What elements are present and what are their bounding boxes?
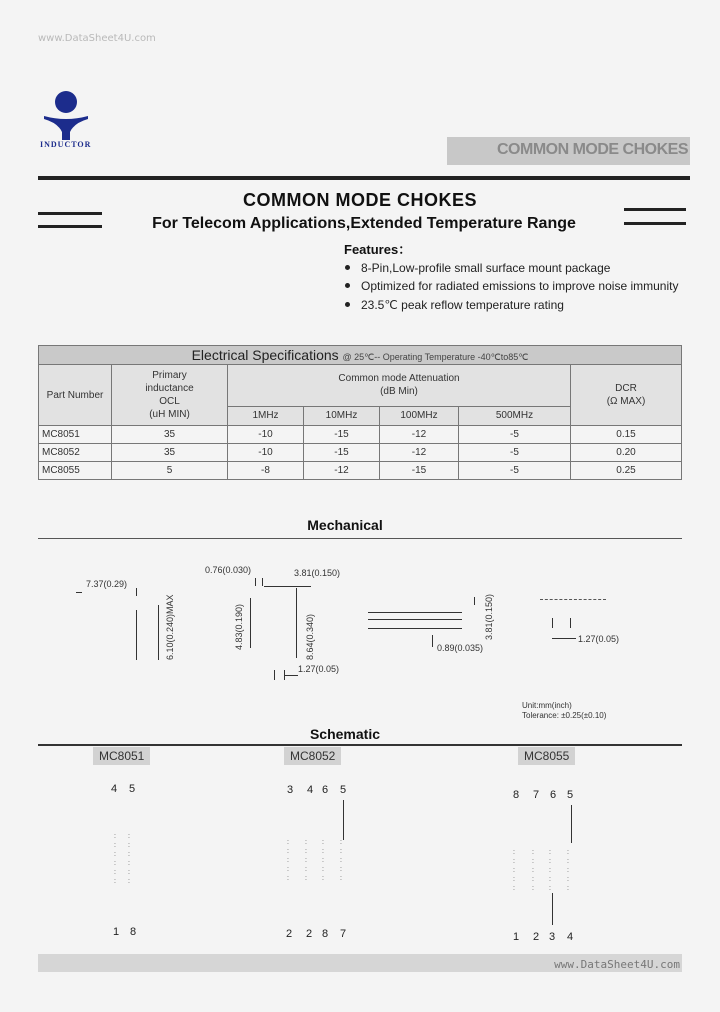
- dim-tick: [136, 588, 137, 596]
- pin-label: 1: [513, 931, 520, 943]
- feature-item: 23.5℃ peak reflow temperature rating: [345, 298, 564, 312]
- pin-label: 4: [111, 783, 118, 795]
- col-attenuation-header: Common mode Attenuation (dB Min): [228, 365, 571, 407]
- col-ocl-header: Primary inductance OCL (uH MIN): [112, 365, 228, 426]
- pin-label: 2: [533, 931, 540, 943]
- dim-label: 1.27(0.05): [298, 664, 340, 674]
- dim-tick: [570, 618, 571, 628]
- pin-label: 4: [567, 931, 574, 943]
- pin-label: 1: [113, 926, 120, 938]
- mechanical-heading: Mechanical: [307, 517, 383, 533]
- outline-line: [368, 628, 462, 629]
- pad-layout-outline: [540, 599, 606, 622]
- page-subtitle: For Telecom Applications,Extended Temperature Range: [152, 215, 576, 232]
- coil-winding: : : : : :: [287, 839, 289, 882]
- dim-line: [284, 675, 298, 676]
- coil-winding: : : : : :: [532, 849, 534, 892]
- footer-link[interactable]: www.DataSheet4U.com: [554, 958, 680, 971]
- pin-label: 2: [286, 928, 293, 940]
- bullet-icon: [345, 283, 350, 288]
- coil-winding: : : : : :: [567, 849, 569, 892]
- table-row: MC8052 35 -10 -15 -12 -5 0.20: [39, 444, 682, 462]
- dim-label: 8.64(0.340): [305, 613, 315, 660]
- table-caption: Electrical Specifications @ 25℃-- Operating Temperature -40℃to85℃: [39, 346, 682, 365]
- freq-header: 10MHz: [304, 406, 380, 425]
- header-tab-label: COMMON MODE CHOKES: [497, 141, 688, 158]
- logo-text: INDUCTOR: [40, 140, 92, 149]
- left-decor-bar: [38, 212, 102, 215]
- pin-label: 6: [322, 784, 329, 796]
- col-dcr-header: DCR (Ω MAX): [571, 365, 682, 426]
- right-decor-bar: [624, 208, 686, 211]
- lead-line: [571, 805, 572, 843]
- pin-label: 6: [550, 789, 557, 801]
- schematic-heading: Schematic: [309, 726, 381, 742]
- pin-label: 5: [129, 783, 136, 795]
- coil-winding: : : : : : :: [128, 833, 130, 885]
- header-rule: [38, 176, 690, 180]
- coil-winding: : : : : :: [305, 839, 307, 882]
- part-tag-mc8055: MC8055: [518, 747, 575, 765]
- pin-label: 8: [130, 926, 137, 938]
- tolerance-note: Tolerance: ±0.25(±0.10): [522, 711, 607, 720]
- dim-tick: [552, 618, 553, 628]
- section-divider: [38, 538, 682, 539]
- pin-label: 5: [567, 789, 574, 801]
- dim-line: [158, 605, 159, 660]
- feature-item: 8-Pin,Low-profile small surface mount package: [345, 261, 610, 275]
- features-heading: Features：: [344, 242, 412, 257]
- pin-label: 3: [287, 784, 294, 796]
- dim-tick: [432, 635, 433, 647]
- watermark: www.DataSheet4U.com: [38, 33, 156, 44]
- outline-line: [136, 610, 137, 660]
- side-view-outline: [368, 612, 462, 620]
- dim-tick: [255, 578, 256, 586]
- dim-line: [264, 586, 311, 587]
- dim-label: 6.10(0.240)MAX: [165, 594, 175, 660]
- part-tag-mc8052: MC8052: [284, 747, 341, 765]
- coil-winding: : : : : : :: [114, 833, 116, 885]
- dim-tick: [474, 597, 475, 605]
- pin-label: 5: [340, 784, 347, 796]
- pin-label: 8: [513, 789, 520, 801]
- pin-label: 7: [533, 789, 540, 801]
- part-tag-mc8051: MC8051: [93, 747, 150, 765]
- dim-label: 4.83(0.190): [234, 603, 244, 650]
- dim-tick: [76, 592, 82, 593]
- freq-header: 500MHz: [459, 406, 571, 425]
- feature-item: Optimized for radiated emissions to improve noise immunity: [345, 279, 678, 293]
- freq-header: 100MHz: [380, 406, 459, 425]
- coil-winding: : : : : :: [322, 839, 324, 882]
- dim-tick: [274, 670, 275, 680]
- dim-label: 7.37(0.29): [86, 579, 128, 589]
- table-row: MC8051 35 -10 -15 -12 -5 0.15: [39, 426, 682, 444]
- dim-tick: [262, 578, 263, 586]
- dim-label: 1.27(0.05): [578, 634, 620, 644]
- electrical-spec-table: [38, 345, 682, 480]
- right-decor-bar: [624, 222, 686, 225]
- left-decor-bar: [38, 225, 102, 228]
- dim-label: 3.81(0.150): [484, 593, 494, 640]
- dim-label: 0.89(0.035): [437, 643, 484, 653]
- freq-header: 1MHz: [228, 406, 304, 425]
- dim-line: [552, 638, 576, 639]
- dim-label: 0.76(0.030): [205, 565, 252, 575]
- coil-winding: : : : : :: [513, 849, 515, 892]
- pin-label: 2: [306, 928, 313, 940]
- lead-line: [552, 893, 553, 925]
- col-part-header: Part Number: [39, 365, 112, 426]
- dim-label: 3.81(0.150): [294, 568, 341, 578]
- pin-label: 7: [340, 928, 347, 940]
- footer-bar: [38, 954, 682, 972]
- section-divider: [38, 744, 682, 746]
- bullet-icon: [345, 302, 350, 307]
- pin-label: 3: [549, 931, 556, 943]
- coil-winding: : : : : :: [340, 839, 342, 882]
- bullet-icon: [345, 265, 350, 270]
- units-note: Unit:mm(inch): [522, 701, 572, 710]
- coil-winding: : : : : :: [549, 849, 551, 892]
- outline-line: [250, 598, 251, 648]
- pin-label: 8: [322, 928, 329, 940]
- lead-line: [343, 800, 344, 840]
- outline-line: [296, 588, 297, 658]
- page-title: COMMON MODE CHOKES: [243, 190, 477, 210]
- pin-label: 4: [307, 784, 314, 796]
- table-row: MC8055 5 -8 -12 -15 -5 0.25: [39, 462, 682, 480]
- header-tab: [447, 137, 690, 165]
